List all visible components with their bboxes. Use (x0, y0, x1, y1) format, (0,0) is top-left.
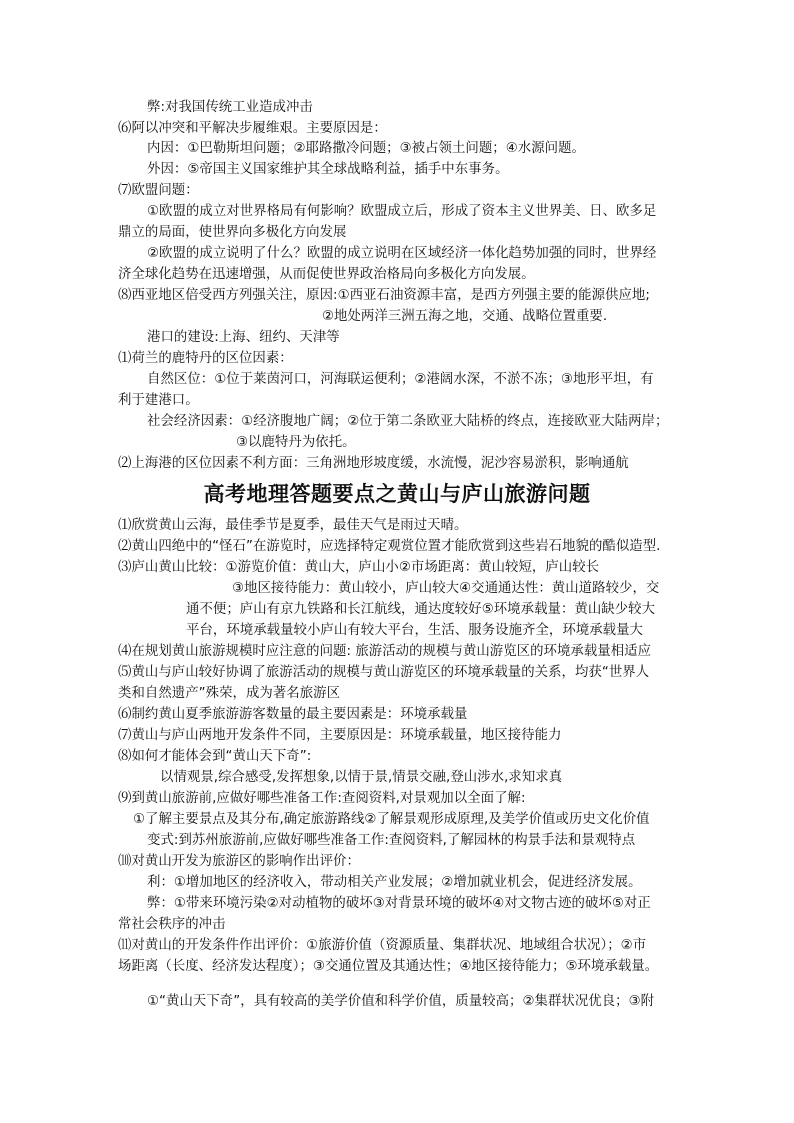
text-line: ⑵上海港的区位因素不利方面：三角洲地形坡度缓，水流慢，泥沙容易淤积，影响通航 (118, 456, 629, 471)
text-line: ⑴荷兰的鹿特丹的区位因素： (118, 351, 293, 366)
text-line: ⑴欣赏黄山云海，最佳季节是夏季，最佳天气是雨过天晴。 (118, 518, 468, 533)
text-line: ⑾对黄山的开发条件作出评价：①旅游价值（资源质量、集群状况、地域组合状况）；②市 (118, 938, 647, 953)
text-line: 类和自然遗产”殊荣，成为著名旅游区 (118, 686, 341, 701)
text-line: 场距离（长度、经济发达程度）；③交通位置及其通达性；④地区接待能力；⑤环境承载量。 (118, 959, 659, 974)
text-line: ⑽对黄山开发为旅游区的影响作出评价： (118, 854, 360, 869)
text-line: 弊：①带来环境污染②对动植物的破坏③对背景环境的破坏④对文物古迹的破坏⑤对正 (147, 896, 651, 911)
text-line: ⑵黄山四绝中的“怪石”在游览时，应选择特定观赏位置才能欣赏到这些岩石地貌的酷似造型. (118, 539, 661, 554)
text-line: ③地区接待能力：黄山较小，庐山较大④交通通达性：黄山道路较少，交 (232, 581, 660, 596)
text-line: ⑺黄山与庐山两地开发条件不同，主要原因是：环境承载量，地区接待能力 (118, 728, 562, 743)
text-line: 常社会秩序的冲击 (118, 917, 226, 932)
text-line: 内因：①巴勒斯坦问题；②耶路撒冷问题；③被占领土问题；④水源问题。 (147, 141, 585, 156)
text-line: 平台，环境承载量较小庐山有较大平台，生活、服务设施齐全，环境承载量大 (186, 623, 643, 638)
text-line: 济全球化趋势在迅速增强，从而促使世界政治格局向多极化方向发展。 (118, 267, 535, 282)
text-line: 外因：⑤帝国主义国家维护其全球战略利益，插手中东事务。 (147, 162, 509, 177)
text-line: ⑸黄山与庐山较好协调了旅游活动的规模与黄山游览区的环境承载量的关系，均获“世界人 (118, 665, 650, 680)
text-line: ①“黄山天下奇”，具有较高的美学价值和科学价值，质量较高；②集群状况优良；③附 (147, 994, 655, 1009)
text-line: ⑻如何才能体会到“黄山天下奇”: (118, 749, 312, 764)
text-line: 通不便；庐山有京九铁路和长江航线，通达度较好⑤环境承载量：黄山缺少较大 (186, 602, 656, 617)
text-line: ①了解主要景点及其分布,确定旅游路线②了解景观形成原理,及美学价值或历史文化价值 (133, 812, 650, 827)
text-line: 自然区位：①位于莱茵河口，河海联运便利；②港阔水深，不淤不冻；③地形平坦，有 (147, 372, 654, 387)
text-line: ⑻西亚地区倍受西方列强关注，原因:①西亚石油资源丰富，是西方列强主要的能源供应地; (118, 288, 650, 303)
text-line: 利于建港口。 (118, 393, 199, 408)
text-line: 以情观景,综合感受,发挥想象,以情于景,情景交融,登山涉水,求知求真 (160, 770, 563, 785)
text-line: ②欧盟的成立说明了什么？欧盟的成立说明在区域经济一体化趋势加强的同时，世界经 (147, 246, 657, 261)
text-line: ⑺欧盟问题： (118, 183, 199, 198)
text-line: ⑹制约黄山夏季旅游游客数量的最主要因素是：环境承载量 (118, 707, 468, 722)
text-line: ⑶庐山黄山比较：①游览价值：黄山大，庐山小②市场距离：黄山较短，庐山较长 (118, 560, 600, 575)
text-line: ⑷在规划黄山旅游规模时应注意的问题: 旅游活动的规模与黄山游览区的环境承载量相适应 (118, 644, 652, 659)
text-line: 弊:对我国传统工业造成冲击 (147, 100, 313, 115)
text-line: ①欧盟的成立对世界格局有何影响？欧盟成立后，形成了资本主义世界美、日、欧多足 (147, 204, 657, 219)
text-line: ⑼到黄山旅游前,应做好哪些准备工作:查阅资料,对景观加以全面了解: (118, 791, 526, 806)
text-line: 利：①增加地区的经济收入，带动相关产业发展；②增加就业机会，促进经济发展。 (147, 875, 642, 890)
section-title: 高考地理答题要点之黄山与庐山旅游问题 (203, 481, 591, 506)
text-line: 鼎立的局面，使世界向多极化方向发展 (118, 225, 347, 240)
text-line: 变式:到苏州旅游前,应做好哪些准备工作:查阅资料,了解园林的构景手法和景观特点 (147, 833, 636, 848)
text-line: ⑹阿以冲突和平解决步履维艰。主要原因是： (118, 121, 387, 136)
text-line: ②地处两洋三洲五海之地，交通、战略位置重要. (322, 309, 608, 324)
text-line: 社会经济因素：①经济腹地广阔；②位于第二条欧亚大陆桥的终点，连接欧亚大陆两岸； (147, 414, 669, 429)
text-line: ③以鹿特丹为依托。 (236, 435, 356, 450)
text-line: 港口的建设:上海、纽约、天津等 (147, 330, 340, 345)
